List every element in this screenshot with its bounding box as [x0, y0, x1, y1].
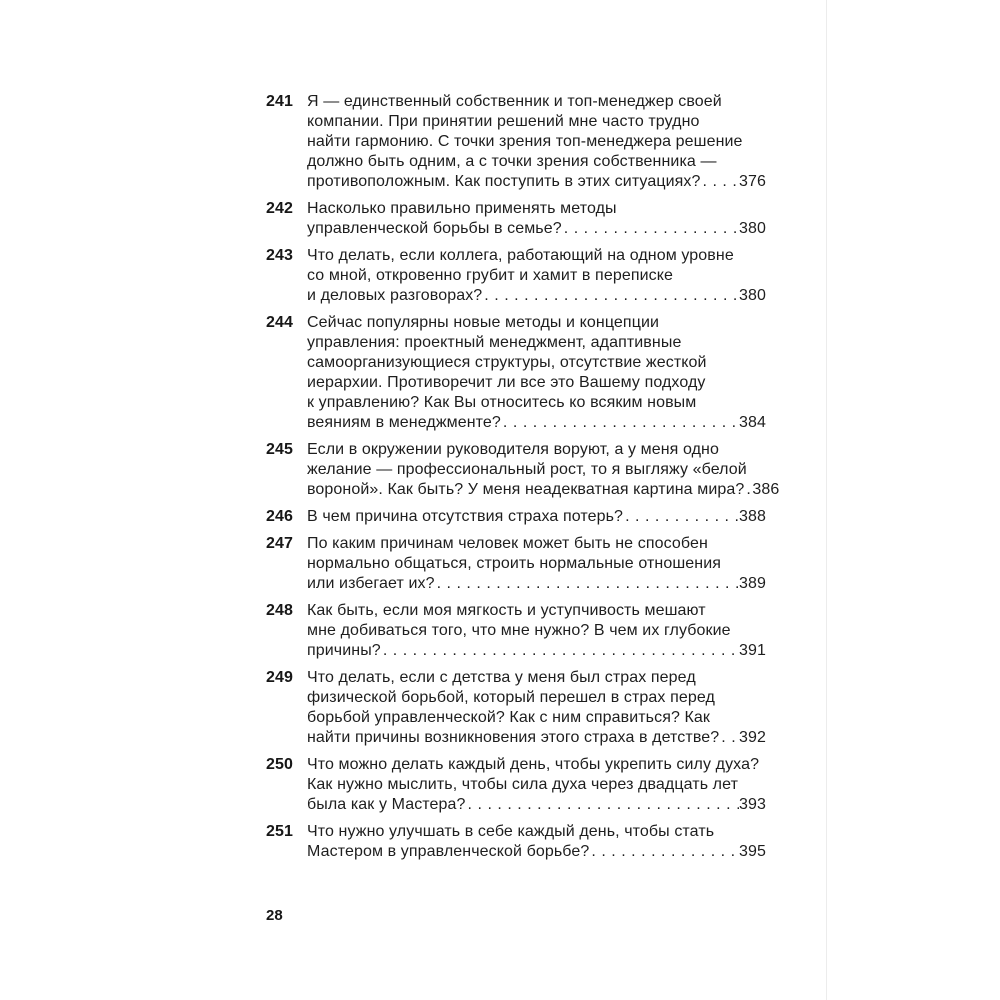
- toc-entry-line: должно быть одним, а с точки зрения собственника —: [307, 153, 717, 170]
- toc-entry-body: [307, 92, 766, 192]
- toc-entry-lastline: [307, 842, 766, 862]
- toc-entry-line: Что делать, если с детства у меня был страх перед: [307, 669, 696, 686]
- toc-entry-body: [307, 507, 766, 527]
- toc-entry-line: к управлению? Как Вы относитесь ко всяким новым: [307, 394, 697, 411]
- toc-entry-body: [307, 199, 766, 239]
- toc-entry-line: найти гармонию. С точки зрения топ-менеджера решение: [307, 133, 743, 150]
- toc-entry-body: [307, 822, 766, 862]
- toc-entry-line: физической борьбой, который перешел в страх перед: [307, 689, 715, 706]
- page-edge-line: [826, 0, 827, 1000]
- toc-entry-number: 245: [266, 441, 293, 458]
- toc-entry-line: вороной». Как быть? У меня неадекватная картина мира?: [307, 481, 745, 498]
- toc-entry-line: самоорганизующиеся структуры, отсутствие жесткой: [307, 354, 707, 371]
- toc-entry: [266, 822, 766, 862]
- toc-entry-page-number: 392: [739, 729, 766, 746]
- toc-entry-line: найти причины возникновения этого страха в детстве?: [307, 729, 720, 746]
- toc-list: [266, 92, 780, 869]
- toc-entry-body: [307, 668, 766, 748]
- toc-entry-body: [307, 755, 766, 815]
- toc-entry-number: 251: [266, 823, 293, 840]
- toc-entry-body: [307, 440, 780, 500]
- toc-entry: [266, 92, 766, 192]
- toc-entry-line: Как нужно мыслить, чтобы сила духа через двадцать лет: [307, 776, 739, 793]
- dot-leader: [623, 507, 739, 527]
- toc-entry-line: По каким причинам человек может быть не способен: [307, 535, 708, 552]
- toc-entry-number: 244: [266, 314, 293, 331]
- toc-entry-line: управленческой борьбы в семье?: [307, 220, 562, 237]
- toc-entry-page-number: 391: [739, 642, 766, 659]
- toc-entry-page-number: 380: [739, 287, 766, 304]
- toc-entry-line: Я — единственный собственник и топ-менеджер своей: [307, 93, 722, 110]
- toc-entry-line: Что нужно улучшать в себе каждый день, чтобы стать: [307, 823, 715, 840]
- dot-leader: [589, 842, 739, 862]
- dot-leader: [562, 219, 739, 239]
- toc-entry-lastline: [307, 795, 766, 815]
- dot-leader: [719, 728, 739, 748]
- toc-entry-line: борьбой управленческой? Как с ним справиться? Как: [307, 709, 711, 726]
- toc-entry-body: [307, 246, 766, 306]
- toc-entry-number: 243: [266, 247, 293, 264]
- toc-entry-lastline: [307, 728, 766, 748]
- toc-entry-lastline: [307, 574, 766, 594]
- toc-entry: [266, 668, 766, 748]
- toc-entry-body: [307, 601, 766, 661]
- toc-entry-lastline: [307, 172, 766, 192]
- toc-entry-line: компании. При принятии решений мне часто трудно: [307, 113, 700, 130]
- dot-leader: [701, 172, 739, 192]
- toc-entry-line: или избегает их?: [307, 575, 435, 592]
- toc-entry-lastline: [307, 219, 766, 239]
- toc-entry-number: 242: [266, 200, 293, 217]
- toc-entry-line: Что делать, если коллега, работающий на одном уровне: [307, 247, 734, 264]
- toc-entry-number: 247: [266, 535, 293, 552]
- toc-entry-number: 249: [266, 669, 293, 686]
- toc-entry-number: 248: [266, 602, 293, 619]
- toc-entry-page-number: 388: [739, 508, 766, 525]
- toc-entry-page-number: 380: [739, 220, 766, 237]
- toc-entry-page-number: 389: [739, 575, 766, 592]
- toc-entry: [266, 440, 780, 500]
- dot-leader: [744, 480, 752, 500]
- toc-entry-line: мне добиваться того, что мне нужно? В чем их глубокие: [307, 622, 731, 639]
- toc-entry-line: Если в окружении руководителя воруют, а у меня одно: [307, 441, 719, 458]
- toc-entry-line: Как быть, если моя мягкость и уступчивость мешают: [307, 602, 706, 619]
- toc-entry-line: и деловых разговорах?: [307, 287, 483, 304]
- toc-entry-page-number: 376: [739, 173, 766, 190]
- toc-entry: [266, 313, 766, 433]
- toc-entry-line: управления: проектный менеджмент, адаптивные: [307, 334, 682, 351]
- toc-entry: [266, 199, 766, 239]
- toc-entry-lastline: [307, 507, 766, 527]
- dot-leader: [466, 795, 739, 815]
- toc-entry-body: [307, 534, 766, 594]
- dot-leader: [381, 641, 739, 661]
- toc-entry-lastline: [307, 413, 766, 433]
- toc-entry-body: [307, 313, 766, 433]
- toc-entry-number: 250: [266, 756, 293, 773]
- toc-entry-page-number: 395: [739, 843, 766, 860]
- toc-entry-page-number: 386: [752, 481, 780, 498]
- dot-leader: [501, 413, 739, 433]
- toc-entry-lastline: [307, 641, 766, 661]
- toc-entry: [266, 755, 766, 815]
- toc-entry-line: нормально общаться, строить нормальные отношения: [307, 555, 722, 572]
- dot-leader: [482, 286, 739, 306]
- toc-entry-page-number: 384: [739, 414, 766, 431]
- toc-entry-line: причины?: [307, 642, 381, 659]
- toc-entry-number: 241: [266, 93, 293, 110]
- toc-entry-line: Что можно делать каждый день, чтобы укрепить силу духа?: [307, 756, 760, 773]
- toc-entry-line: иерархии. Противоречит ли все это Вашему подходу: [307, 374, 706, 391]
- toc-entry-line: Насколько правильно применять методы: [307, 200, 617, 217]
- dot-leader: [435, 574, 739, 594]
- toc-entry-line: желание — профессиональный рост, то я выгляжу «белой: [307, 461, 747, 478]
- toc-entry-lastline: [307, 286, 766, 306]
- toc-entry-line: В чем причина отсутствия страха потерь?: [307, 508, 624, 525]
- toc-entry-line: противоположным. Как поступить в этих ситуациях?: [307, 173, 701, 190]
- toc-entry: [266, 507, 766, 527]
- toc-entry-line: веяниям в менеджменте?: [307, 414, 501, 431]
- toc-entry-line: Мастером в управленческой борьбе?: [307, 843, 590, 860]
- toc-entry-lastline: [307, 480, 780, 500]
- toc-entry-line: со мной, откровенно грубит и хамит в переписке: [307, 267, 673, 284]
- toc-entry-number: 246: [266, 508, 293, 525]
- page-number-footer: 28: [266, 907, 283, 924]
- toc-entry-line: Сейчас популярны новые методы и концепции: [307, 314, 660, 331]
- toc-entry: [266, 534, 766, 594]
- toc-entry: [266, 601, 766, 661]
- toc-entry: [266, 246, 766, 306]
- toc-entry-line: была как у Мастера?: [307, 796, 466, 813]
- toc-entry-page-number: 393: [739, 796, 766, 813]
